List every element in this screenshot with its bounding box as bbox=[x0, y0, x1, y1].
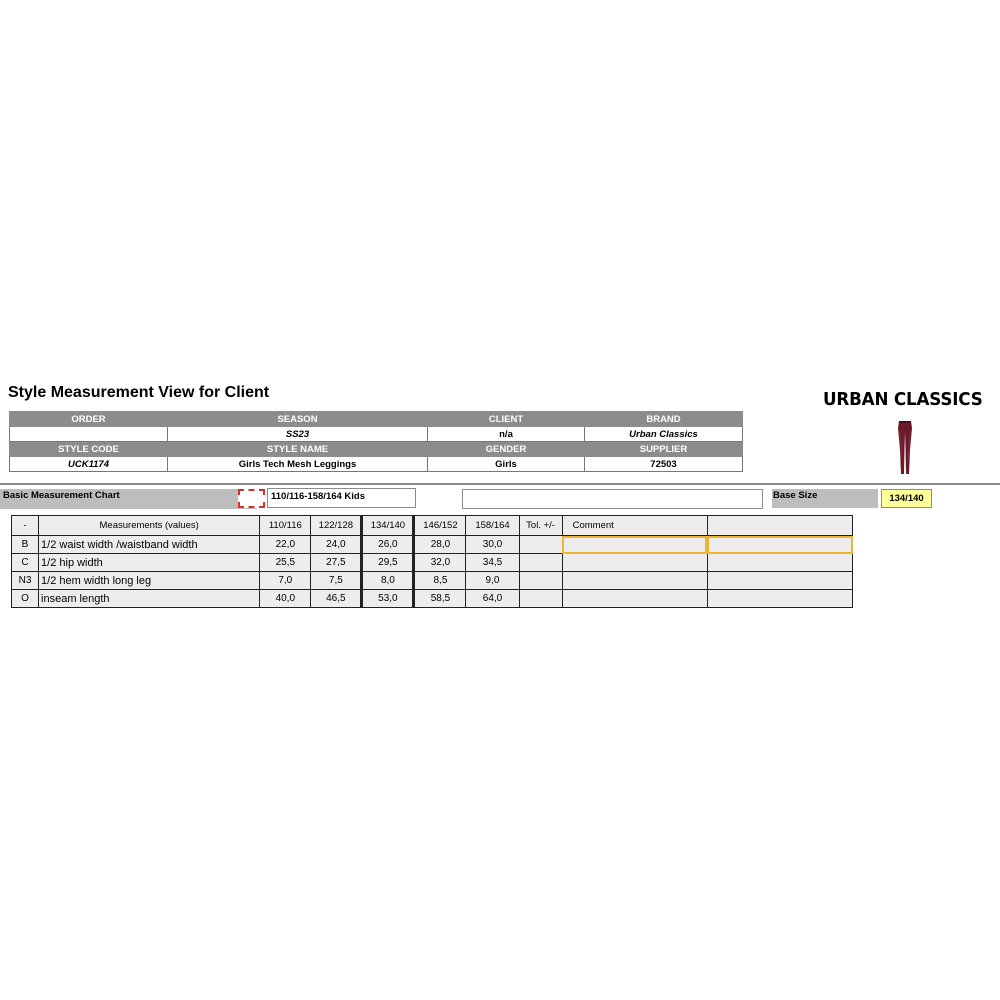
selection-indicator-box[interactable] bbox=[238, 489, 265, 508]
client-value: n/a bbox=[428, 427, 585, 442]
measurement-table bbox=[11, 515, 853, 608]
extra-cell[interactable] bbox=[707, 572, 852, 590]
value-cell[interactable]: 46,5 bbox=[311, 590, 362, 608]
client-header: CLIENT bbox=[428, 412, 585, 427]
info-header-row-1 bbox=[10, 412, 743, 427]
measurement-header-row bbox=[12, 516, 853, 536]
extra-cell[interactable] bbox=[707, 554, 852, 572]
style-name-header: STYLE NAME bbox=[168, 442, 428, 457]
empty-input-field[interactable] bbox=[462, 489, 763, 509]
style-code-value: UCK1174 bbox=[10, 457, 168, 472]
style-name-value: Girls Tech Mesh Leggings bbox=[168, 457, 428, 472]
base-value-cell[interactable]: 8,0 bbox=[362, 572, 414, 590]
row-code: B bbox=[12, 536, 39, 554]
gender-value: Girls bbox=[428, 457, 585, 472]
supplier-header: SUPPLIER bbox=[585, 442, 743, 457]
basic-measurement-chart-label: Basic Measurement Chart bbox=[0, 489, 257, 509]
tolerance-cell[interactable] bbox=[519, 554, 562, 572]
table-row bbox=[12, 572, 853, 590]
row-measurement-name: 1/2 hip width bbox=[39, 554, 260, 572]
value-cell[interactable]: 64,0 bbox=[466, 590, 519, 608]
tolerance-cell[interactable] bbox=[519, 536, 562, 554]
value-cell[interactable]: 7,0 bbox=[260, 572, 311, 590]
brand-header: BRAND bbox=[585, 412, 743, 427]
table-row bbox=[12, 536, 853, 554]
gender-header: GENDER bbox=[428, 442, 585, 457]
value-cell[interactable]: 30,0 bbox=[466, 536, 519, 554]
row-code: C bbox=[12, 554, 39, 572]
table-row bbox=[12, 590, 853, 608]
size-header-158-164: 158/164 bbox=[466, 516, 519, 536]
base-value-cell[interactable]: 53,0 bbox=[362, 590, 414, 608]
base-value-cell[interactable]: 26,0 bbox=[362, 536, 414, 554]
supplier-value: 72503 bbox=[585, 457, 743, 472]
size-header-122-128: 122/128 bbox=[311, 516, 362, 536]
value-cell[interactable]: 28,0 bbox=[414, 536, 466, 554]
order-value bbox=[10, 427, 168, 442]
size-range-field[interactable]: 110/116-158/164 Kids bbox=[267, 488, 416, 508]
value-cell[interactable]: 34,5 bbox=[466, 554, 519, 572]
value-cell[interactable]: 32,0 bbox=[414, 554, 466, 572]
order-header: ORDER bbox=[10, 412, 168, 427]
comment-cell[interactable] bbox=[562, 572, 707, 590]
section-divider bbox=[0, 483, 1000, 485]
value-cell[interactable]: 40,0 bbox=[260, 590, 311, 608]
base-value-cell[interactable]: 29,5 bbox=[362, 554, 414, 572]
size-header-134-140: 134/140 bbox=[362, 516, 414, 536]
value-cell[interactable]: 7,5 bbox=[311, 572, 362, 590]
row-measurement-name: 1/2 waist width /waistband width bbox=[39, 536, 260, 554]
season-value: SS23 bbox=[168, 427, 428, 442]
size-header-110-116: 110/116 bbox=[260, 516, 311, 536]
season-header: SEASON bbox=[168, 412, 428, 427]
leggings-product-image bbox=[890, 420, 920, 476]
page-title: Style Measurement View for Client bbox=[8, 384, 270, 401]
comment-cell[interactable] bbox=[562, 536, 707, 554]
info-value-row-2 bbox=[10, 457, 743, 472]
brand-value: Urban Classics bbox=[585, 427, 743, 442]
value-cell[interactable]: 58,5 bbox=[414, 590, 466, 608]
value-cell[interactable]: 9,0 bbox=[466, 572, 519, 590]
brand-logo: URBAN CLASSICS bbox=[823, 389, 983, 410]
value-cell[interactable]: 24,0 bbox=[311, 536, 362, 554]
tolerance-cell[interactable] bbox=[519, 590, 562, 608]
tolerance-header: Tol. +/- bbox=[519, 516, 562, 536]
value-cell[interactable]: 25,5 bbox=[260, 554, 311, 572]
style-code-header: STYLE CODE bbox=[10, 442, 168, 457]
extra-header bbox=[707, 516, 852, 536]
row-code: O bbox=[12, 590, 39, 608]
base-size-label: Base Size bbox=[772, 489, 878, 508]
extra-cell[interactable] bbox=[707, 590, 852, 608]
extra-cell[interactable] bbox=[707, 536, 852, 554]
row-code: N3 bbox=[12, 572, 39, 590]
size-header-146-152: 146/152 bbox=[414, 516, 466, 536]
value-cell[interactable]: 22,0 bbox=[260, 536, 311, 554]
info-value-row-1 bbox=[10, 427, 743, 442]
table-row bbox=[12, 554, 853, 572]
measurement-name-header: Measurements (values) bbox=[39, 516, 260, 536]
code-column-header: - bbox=[12, 516, 39, 536]
info-header-row-2 bbox=[10, 442, 743, 457]
value-cell[interactable]: 8,5 bbox=[414, 572, 466, 590]
comment-cell[interactable] bbox=[562, 590, 707, 608]
row-measurement-name: inseam length bbox=[39, 590, 260, 608]
comment-cell[interactable] bbox=[562, 554, 707, 572]
row-measurement-name: 1/2 hem width long leg bbox=[39, 572, 260, 590]
comment-header: Comment bbox=[562, 516, 707, 536]
base-size-value[interactable]: 134/140 bbox=[881, 489, 932, 508]
tolerance-cell[interactable] bbox=[519, 572, 562, 590]
style-info-table bbox=[9, 411, 743, 472]
value-cell[interactable]: 27,5 bbox=[311, 554, 362, 572]
